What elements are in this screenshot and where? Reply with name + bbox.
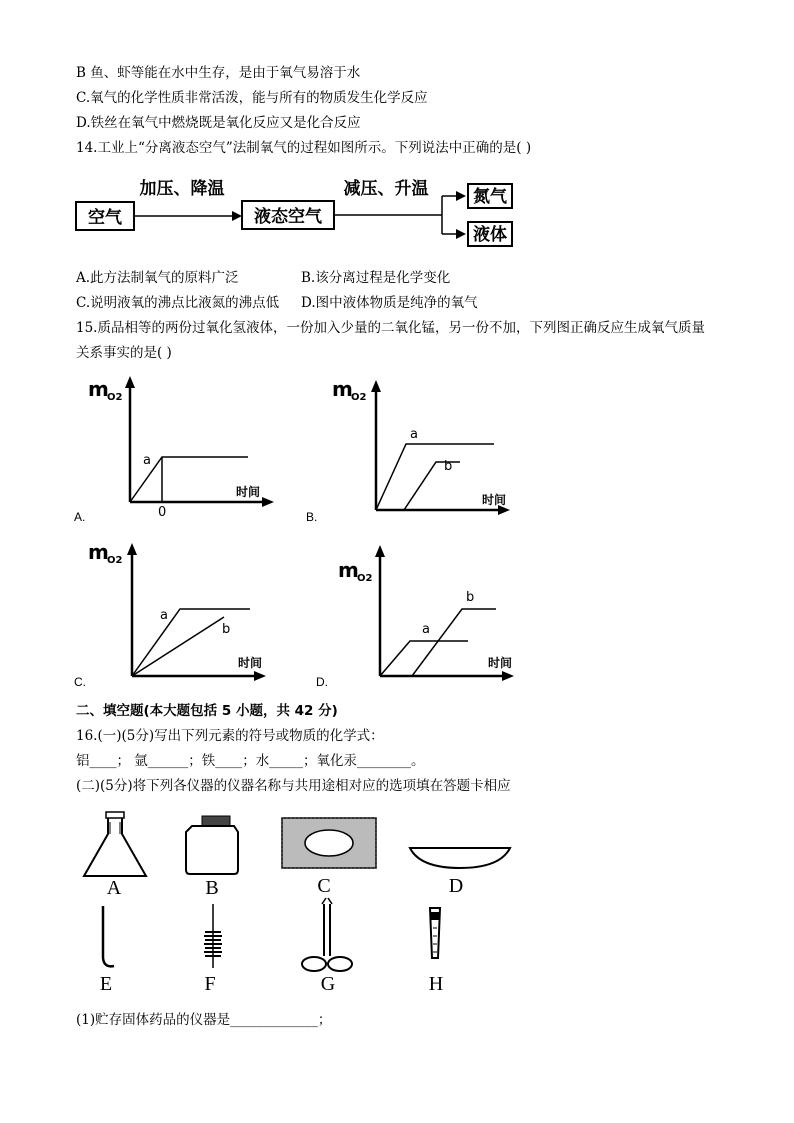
graph-b-xlabel: 时间: [482, 493, 507, 507]
q15-graph-a: [76, 370, 286, 530]
graph-b-ylabel-sub: O2: [351, 392, 367, 403]
flow-out1-text: 氮气: [473, 187, 507, 207]
q15-graph-c: [76, 535, 286, 690]
instrument-f-label: F: [204, 973, 216, 995]
graph-d-label-b: b: [466, 590, 475, 605]
graph-d-ylabel: m: [338, 558, 359, 582]
instrument-b-label: B: [205, 877, 219, 899]
flow-out2-text: 液体: [473, 225, 507, 245]
graph-d-series-a: [380, 641, 468, 676]
instrument-b-reagent-bottle: [186, 816, 238, 874]
graph-c-series-a: [132, 609, 250, 676]
instrument-d-evaporating-dish: [410, 848, 510, 868]
q16-instruments-figure: [76, 808, 516, 998]
graph-b-series-a: [376, 444, 494, 510]
graph-a-xlabel: 时间: [236, 485, 261, 499]
graph-c-label-a: a: [160, 608, 168, 623]
q14-flow-diagram: [74, 172, 524, 252]
q16-blanks: 铝____； 氩______；铁____；水_____；氧化汞________。: [76, 753, 425, 769]
q16-part1: 16.(一)(5分)写出下列元素的符号或物质的化学式：: [76, 728, 384, 744]
graph-c-ylabel: m: [88, 540, 109, 564]
q15-option-c-label: C.: [74, 675, 86, 689]
q15-graph-d: [320, 535, 530, 690]
q15-option-d-label: D.: [316, 675, 328, 689]
graph-b-label-b: b: [444, 459, 453, 474]
instrument-h-label: H: [428, 973, 444, 995]
q15-option-a-label: A.: [74, 510, 86, 524]
instrument-a-label: A: [106, 877, 122, 899]
graph-a-origin-mark: 0: [158, 505, 167, 520]
instrument-c-label: C: [317, 875, 331, 897]
graph-a-ylabel: m: [88, 377, 109, 401]
graph-c-ylabel-sub: O2: [107, 555, 123, 566]
q15-stem-line1: 15.质品相等的两份过氧化氢液体，一份加入少量的二氧化锰，另一份不加，下列图正确反应生成氧气质量: [76, 320, 705, 336]
q13-option-d: D.铁丝在氧气中燃烧既是氧化反应又是化合反应: [76, 115, 361, 131]
q14-option-d: D.图中液体物质是纯净的氧气: [301, 295, 478, 311]
instrument-h-holder: [430, 908, 440, 958]
graph-a-ylabel-sub: O2: [107, 392, 123, 403]
graph-d-label-a: a: [422, 622, 430, 637]
q14-option-a: A.此方法制氧气的原料广泛: [76, 270, 239, 286]
q16-sub1: (1)贮存固体药品的仪器是_____________；: [76, 1012, 332, 1028]
graph-c-series-b: [132, 617, 224, 676]
instrument-g-label: G: [320, 973, 336, 995]
flow-step2-text: 减压、升温: [343, 179, 429, 199]
graph-b-ylabel: m: [332, 377, 353, 401]
instrument-e-combustion-spoon: [103, 906, 114, 966]
instrument-a-conical-flask: [84, 812, 146, 876]
q14-option-b: B.该分离过程是化学变化: [301, 270, 451, 286]
graph-c-label-b: b: [222, 622, 231, 637]
graph-d-xlabel: 时间: [488, 656, 513, 670]
q15-stem-line2: 关系事实的是( ): [76, 345, 172, 361]
graph-d-ylabel-sub: O2: [357, 573, 373, 584]
q15-graph-b: [320, 370, 520, 530]
graph-a-label-a: a: [143, 453, 151, 468]
flow-step1-text: 加压、降温: [139, 179, 225, 199]
graph-c-xlabel: 时间: [238, 656, 263, 670]
instrument-d-label: D: [448, 875, 464, 897]
flow-middle-text: 液态空气: [254, 207, 322, 227]
q14-stem: 14.工业上“分离液态空气”法制氧气的过程如图所示。下列说法中正确的是( ): [76, 140, 532, 156]
q13-option-b: B 鱼、虾等能在水中生存，是由于氧气易溶于水: [76, 65, 361, 81]
instrument-c-wire-gauze: [282, 818, 376, 868]
instrument-e-label: E: [99, 973, 113, 995]
q15-option-b-label: B.: [306, 510, 318, 524]
q14-option-c: C.说明液氧的沸点比液氮的沸点低: [76, 295, 280, 311]
instrument-g-tongs: [302, 898, 352, 971]
q13-option-c: C.氧气的化学性质非常活泼，能与所有的物质发生化学反应: [76, 90, 428, 106]
flow-air-text: 空气: [88, 208, 122, 228]
instrument-f-brush: [204, 904, 222, 968]
graph-b-label-a: a: [410, 427, 418, 442]
section2-heading: 二、填空题(本大题包括 5 小题，共 42 分): [76, 703, 338, 719]
graph-d-series-b: [412, 609, 496, 676]
q16-part2: (二)(5分)将下列各仪器的仪器名称与共用途相对应的选项填在答题卡相应: [76, 778, 511, 794]
